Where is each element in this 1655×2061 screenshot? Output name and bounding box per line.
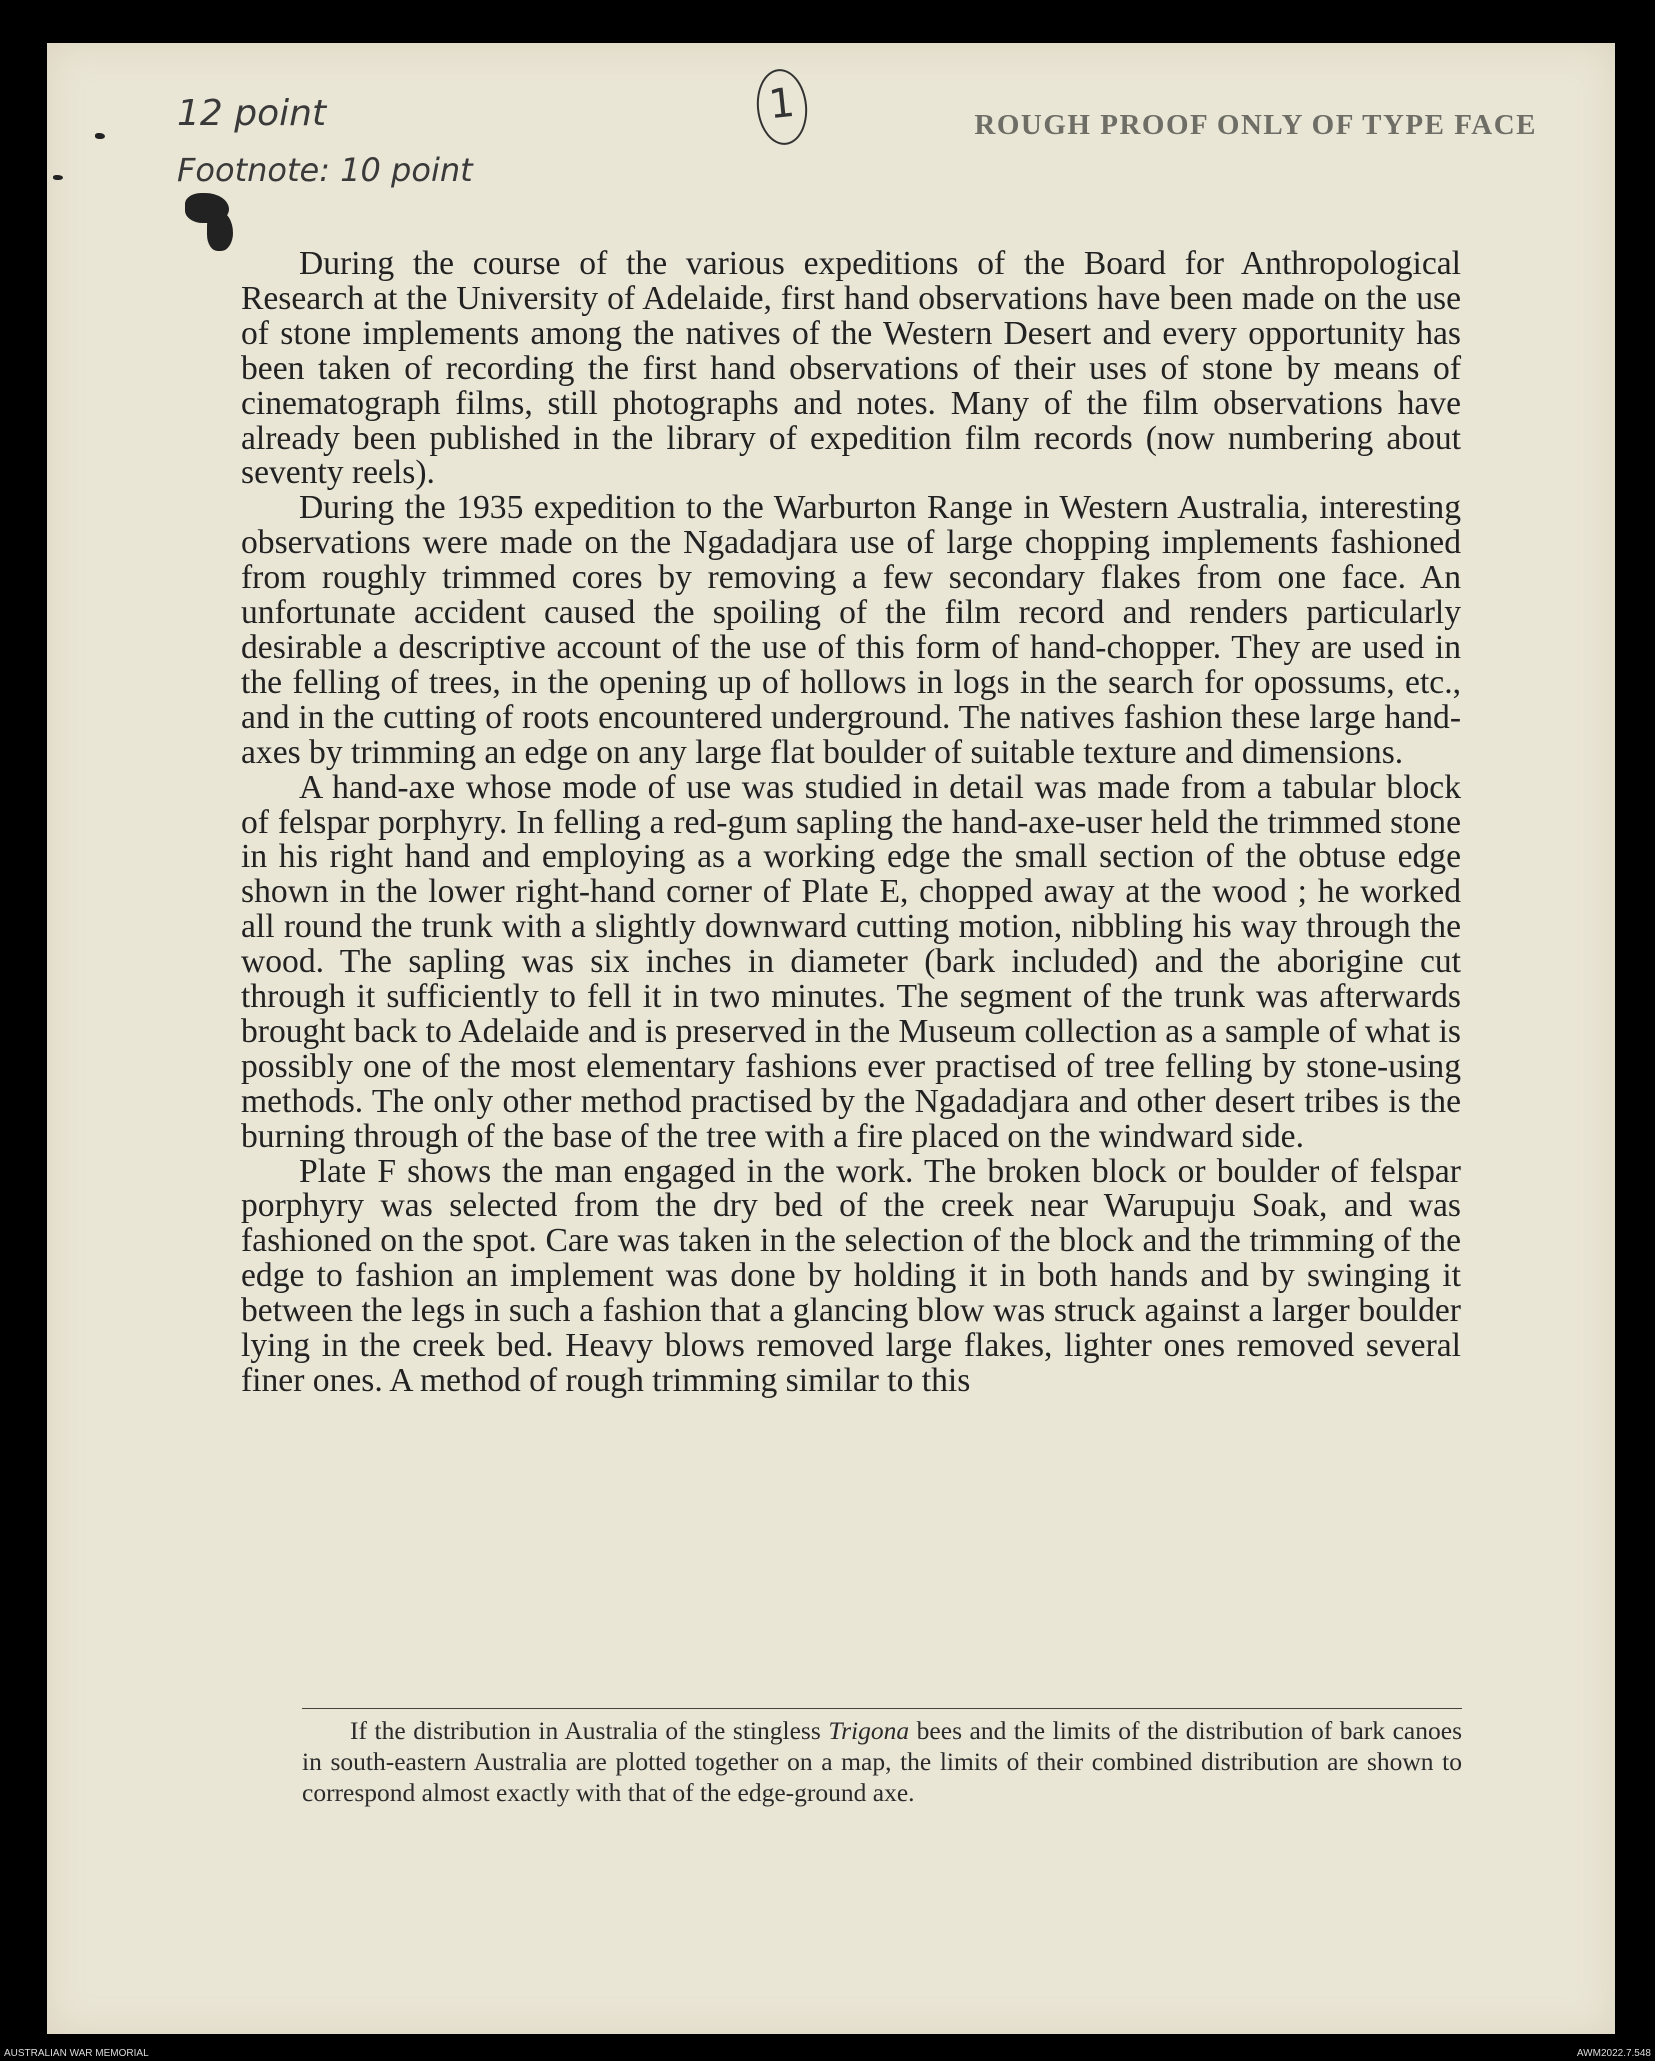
paragraph: A hand-axe whose mode of use was studied in detail was made from a tabular block of felspar porphyry. In felling a red-gum sapling the hand-axe-user held the trimmed stone in his right hand and employing as a working edge the small section of the obtuse edge shown in the lower right-hand corner of Plate E, chopped away at the wood ; he worked all round the trunk with a slightly downward cutting motion, nibbling his way through the wood. The sapling was six inches in diameter (bark included) and the aborigine cut through it sufficiently to fell it in two minutes. The segment of the trunk was afterwards brought back to Adelaide and is preserved in the Museum collection as a sample of what is possibly one of the most elementary fashions ever practised of tree felling by stone-using methods. The only other method practised by the Ngadadjara and other desert tribes is the burning through of the base of the tree with a fire placed on the windward side. xyxy=(241,768,1461,1155)
paragraph: During the 1935 expedition to the Warburton Range in Western Australia, interesting observations were made on the Ngadadjara use of large chopping implements fashioned from roughly trimmed cores by removing a few secondary flakes from one face. An unfortunate accident caused the spoiling of the film record and renders particularly desirable a descriptive account of the use of this form of hand-chopper. They are used in the felling of trees, in the opening up of hollows in logs in the search for opossums, etc., and in the cutting of roots encountered underground. The natives fashion these large hand-axes by trimming an edge on any large flat boulder of suitable texture and dimensions. xyxy=(241,489,1461,771)
paragraph: Plate F shows the man engaged in the work. The broken block or boulder of felspar porphyry was selected from the dry bed of the creek near Warupuju Soak, and was fashioned on the spot. Care was taken in the selection of the block and the trimming of the edge to fashion an implement was done by holding it in both hands and by swinging it between the legs in such a fashion that a glancing blow was struck against a larger boulder lying in the creek bed. Heavy blows removed large flakes, lighter ones removed several finer ones. A method of rough trimming similar to this xyxy=(241,1152,1461,1399)
paragraph: During the course of the various expeditions of the Board for Anthropological Research at the University of Adelaide, first hand observations have been made on the use of stone implements among the natives of the Western Desert and every opportunity has been taken of recording the first hand observations of their uses of stone by means of cinematograph films, still photographs and notes. Many of the film observations have already been published in the library of expedition film records (now numbering about seventy reels). xyxy=(241,245,1461,492)
document-page xyxy=(47,43,1615,2034)
archive-credit: AUSTRALIAN WAR MEMORIAL xyxy=(4,2048,149,2059)
footnote-text-end: bees and the limits of the distribution of bark canoes in south-eastern Australia are plotted together on a map, the limits of their combined distribution are shown to correspond almost exactly with that of the edge-ground axe. xyxy=(302,1716,1462,1807)
ink-blot xyxy=(207,211,233,251)
page-number: 1 xyxy=(766,79,797,129)
ink-speck xyxy=(53,175,63,180)
handwritten-footnote-size-note: Footnote: 10 point xyxy=(177,151,473,189)
footnote-rule xyxy=(302,1708,1462,1709)
ink-speck xyxy=(95,133,105,139)
handwritten-size-note: 12 point xyxy=(177,93,327,134)
body-text xyxy=(241,247,1461,1399)
footnote xyxy=(302,1715,1462,1808)
circled-page-number xyxy=(753,67,811,148)
proof-stamp: ROUGH PROOF ONLY OF TYPE FACE xyxy=(974,109,1537,141)
archive-id: AWM2022.7.548 xyxy=(1576,2048,1651,2059)
footnote-text-start: If the distribution in Australia of the stingless xyxy=(350,1716,829,1745)
footnote-italic-term: Trigona xyxy=(828,1716,910,1745)
